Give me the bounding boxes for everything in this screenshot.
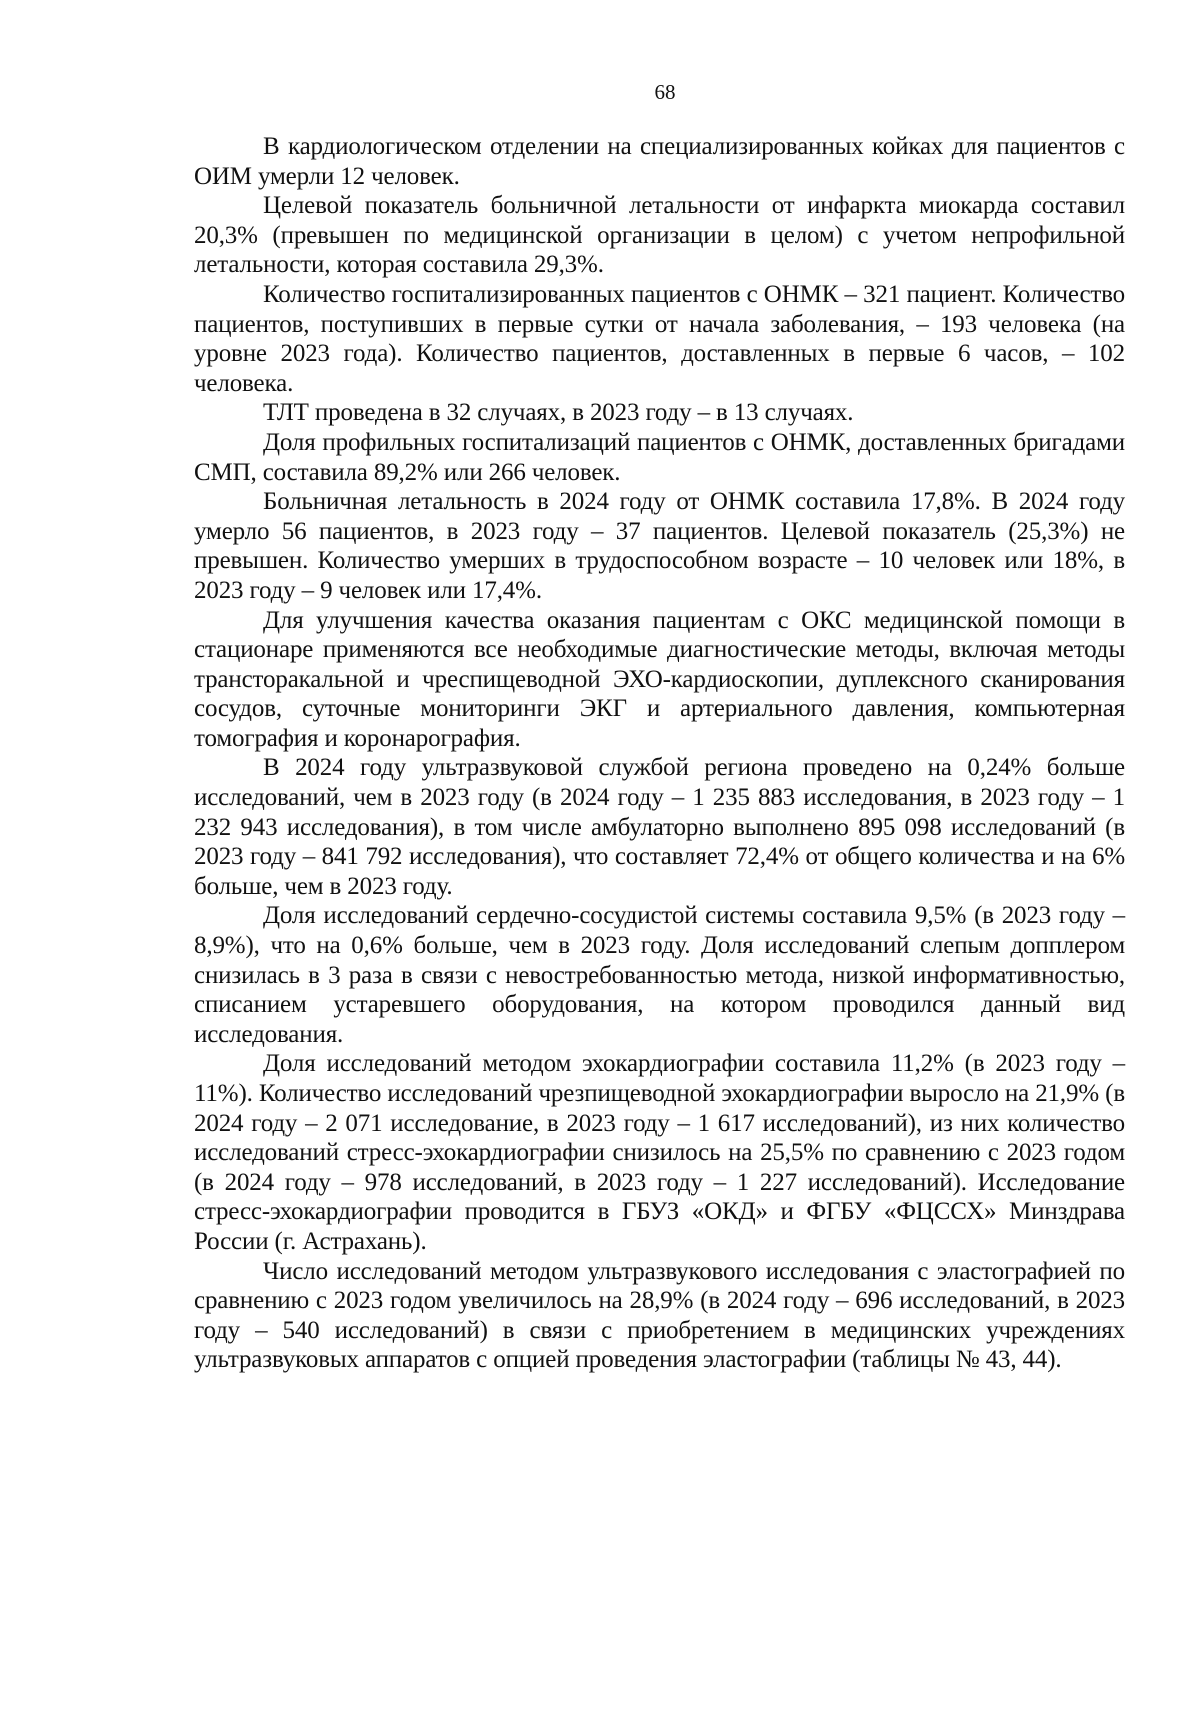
paragraph-elastography: Число исследований методом ультразвукового исследования с эластографией по сравнению с 2023 годом увеличилось на 28,9% (в 2024 году – 696 исследований, в 2023 году – 540 исследований) в связи с приобретением в медицинских учреждениях ультразвуковых аппаратов с опцией проведения эластографии (таблицы № 43, 44). <box>194 1257 1125 1374</box>
paragraph-smp-share: Доля профильных госпитализаций пациентов с ОНМК, доставленных бригадами СМП, составила 89,2% или 266 человек. <box>194 428 1125 486</box>
paragraph-echocardiography: Доля исследований методом эхокардиографии составила 11,2% (в 2023 году – 11%). Количество исследований чрезпищеводной эхокардиографии выросло на 21,9% (в 2024 году – 2 071 исследование, в 2023 году – 1 617 исследований), из них количество исследований стресс-эхокардиографии снизилось на 25,5% по сравнению с 2023 годом (в 2024 году – 978 исследований, в 2023 году – 1 227 исследований). Исследование стресс-эхокардиографии проводится в ГБУЗ «ОКД» и ФГБУ «ФЦССХ» Минздрава России (г. Астрахань). <box>194 1050 1125 1255</box>
paragraph-cardiovascular-share: Доля исследований сердечно-сосудистой системы составила 9,5% (в 2023 году – 8,9%), что на 0,6% больше, чем в 2023 году. Доля исследований слепым допплером снизилась в 3 раза в связи с невостребованностью метода, низкой информативностью, списанием устаревшего оборудования, на котором проводился данный вид исследования. <box>194 902 1125 1048</box>
document-body <box>194 132 1125 1375</box>
paragraph-oim-deaths: В кардиологическом отделении на специализированных койках для пациентов с ОИМ умерли 12 человек. <box>194 133 1125 190</box>
paragraph-diagnostic-methods: Для улучшения качества оказания пациентам с ОКС медицинской помощи в стационаре применяются все необходимые диагностические методы, включая методы трансторакальной и чреспищеводной ЭХО-кардиоскопии, дуплексного сканирования сосудов, суточные мониторинги ЭКГ и артериального давления, компьютерная томография и коронарография. <box>194 606 1125 752</box>
paragraph-onmk-mortality: Больничная летальность в 2024 году от ОНМК составила 17,8%. В 2024 году умерло 56 пациентов, в 2023 году – 37 пациентов. Целевой показатель (25,3%) не превышен. Количество умерших в трудоспособном возрасте – 10 человек или 18%, в 2023 году – 9 человек или 17,4%. <box>194 488 1125 604</box>
paragraph-onmk-hospitalized: Количество госпитализированных пациентов с ОНМК – 321 пациент. Количество пациентов, поступивших в первые сутки от начала заболевания, – 193 человека (на уровне 2023 года). Количество пациентов, доставленных в первые 6 часов, – 102 человека. <box>194 280 1125 397</box>
paragraph-ultrasound-total: В 2024 году ультразвуковой службой региона проведено на 0,24% больше исследований, чем в 2023 году (в 2024 году – 1 235 883 исследования, в 2023 году – 1 232 943 исследования), в том числе амбулаторно выполнено 895 098 исследований (в 2023 году – 841 792 исследования), что составляет 72,4% от общего количества и на 6% больше, чем в 2023 году. <box>194 754 1125 900</box>
paragraph-tlt: ТЛТ проведена в 32 случаях, в 2023 году – в 13 случаях. <box>263 399 854 427</box>
page-number: 68 <box>654 80 676 104</box>
paragraph-infarction-mortality: Целевой показатель больничной летальности от инфаркта миокарда составил 20,3% (превышен по медицинской организации в целом) с учетом непрофильной летальности, которая составила 29,3%. <box>194 192 1125 279</box>
